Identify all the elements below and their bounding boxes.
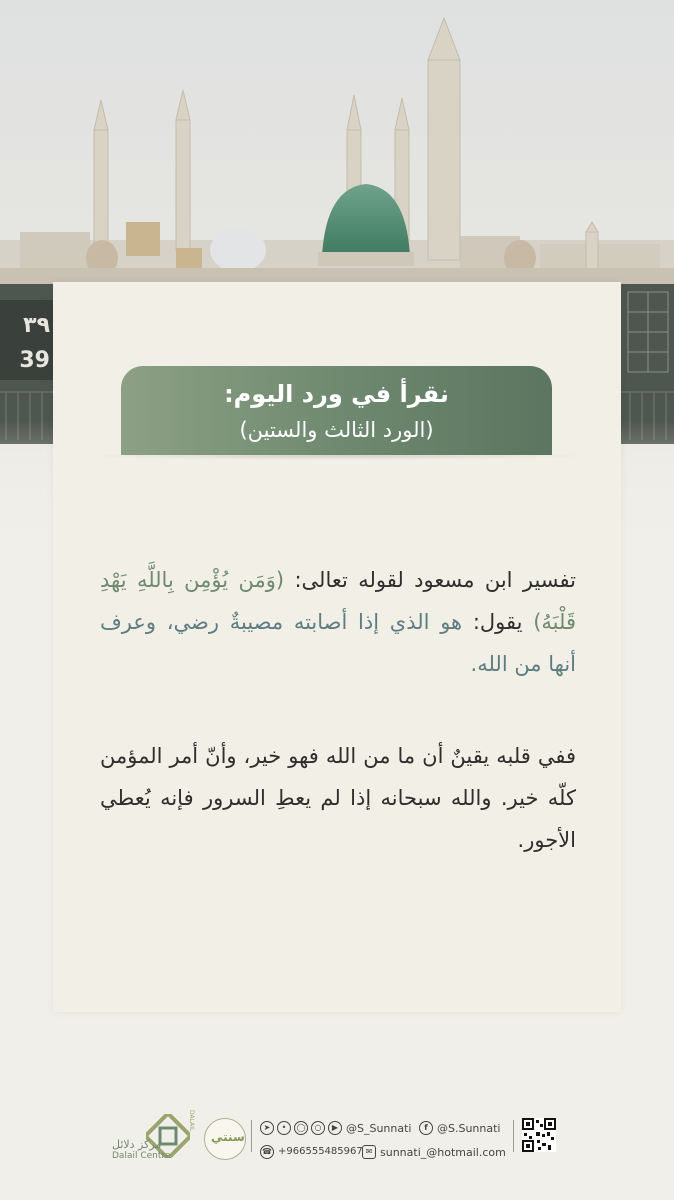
qr-code-icon[interactable] [522, 1118, 556, 1152]
snapchat-icon[interactable]: ◯ [294, 1121, 308, 1135]
tafsir-explanation: هو الذي إذا أصابته مصيبةٌ رضي، وعرف أنها من الله. [100, 610, 576, 676]
dalail-name-en: Dalail Centre [112, 1151, 171, 1161]
twitter-handle[interactable]: @S_Sunnati [346, 1122, 412, 1135]
instagram-icon[interactable]: ○ [311, 1121, 325, 1135]
twitter-icon[interactable]: • [277, 1121, 291, 1135]
email-icon[interactable]: ✉ [362, 1145, 376, 1159]
footer-divider-right [513, 1120, 514, 1152]
gate-sign-top: ٣٩ [23, 313, 50, 338]
title-banner [121, 366, 552, 455]
footer [0, 1100, 674, 1200]
gate-sign-bottom: 39 [19, 348, 50, 373]
whatsapp-icon[interactable]: ☎ [260, 1145, 274, 1159]
sunnati-logo [204, 1118, 246, 1160]
banner-subtitle: (الورد الثالث والستين) [239, 418, 434, 442]
facebook-icon[interactable]: f [419, 1121, 433, 1135]
facebook-handle[interactable]: @S.Sunnati [437, 1122, 501, 1135]
tafsir-paragraph [100, 559, 576, 685]
dalail-logo-text: DALAIL [188, 1110, 195, 1132]
dalail-name-ar: مركز دلائل [112, 1138, 162, 1151]
quran-verse: (وَمَن يُؤْمِن بِاللَّهِ يَهْدِ قَلْبَهُ) [100, 568, 576, 634]
tafsir-says: يقول: [462, 610, 534, 634]
telegram-icon[interactable]: ➤ [260, 1121, 274, 1135]
sunnati-logo-text: سنتي [211, 1130, 245, 1144]
banner-title: نقرأ في ورد اليوم: [224, 380, 449, 408]
footer-divider-left [251, 1120, 252, 1152]
email-address[interactable]: sunnati_@hotmail.com [380, 1146, 506, 1159]
phone-number[interactable]: +966555485967 [278, 1146, 363, 1157]
youtube-icon[interactable]: ▶ [328, 1121, 342, 1135]
reflection-paragraph: ففي قلبه يقينٌ أن ما من الله فهو خير، وأنّ أمر المؤمن كلّه خير. والله سبحانه إذا لم يعطِ السرور فإنه يُعطي الأجور. [100, 744, 576, 852]
tafsir-intro: تفسير ابن مسعود لقوله تعالى: [284, 568, 577, 592]
